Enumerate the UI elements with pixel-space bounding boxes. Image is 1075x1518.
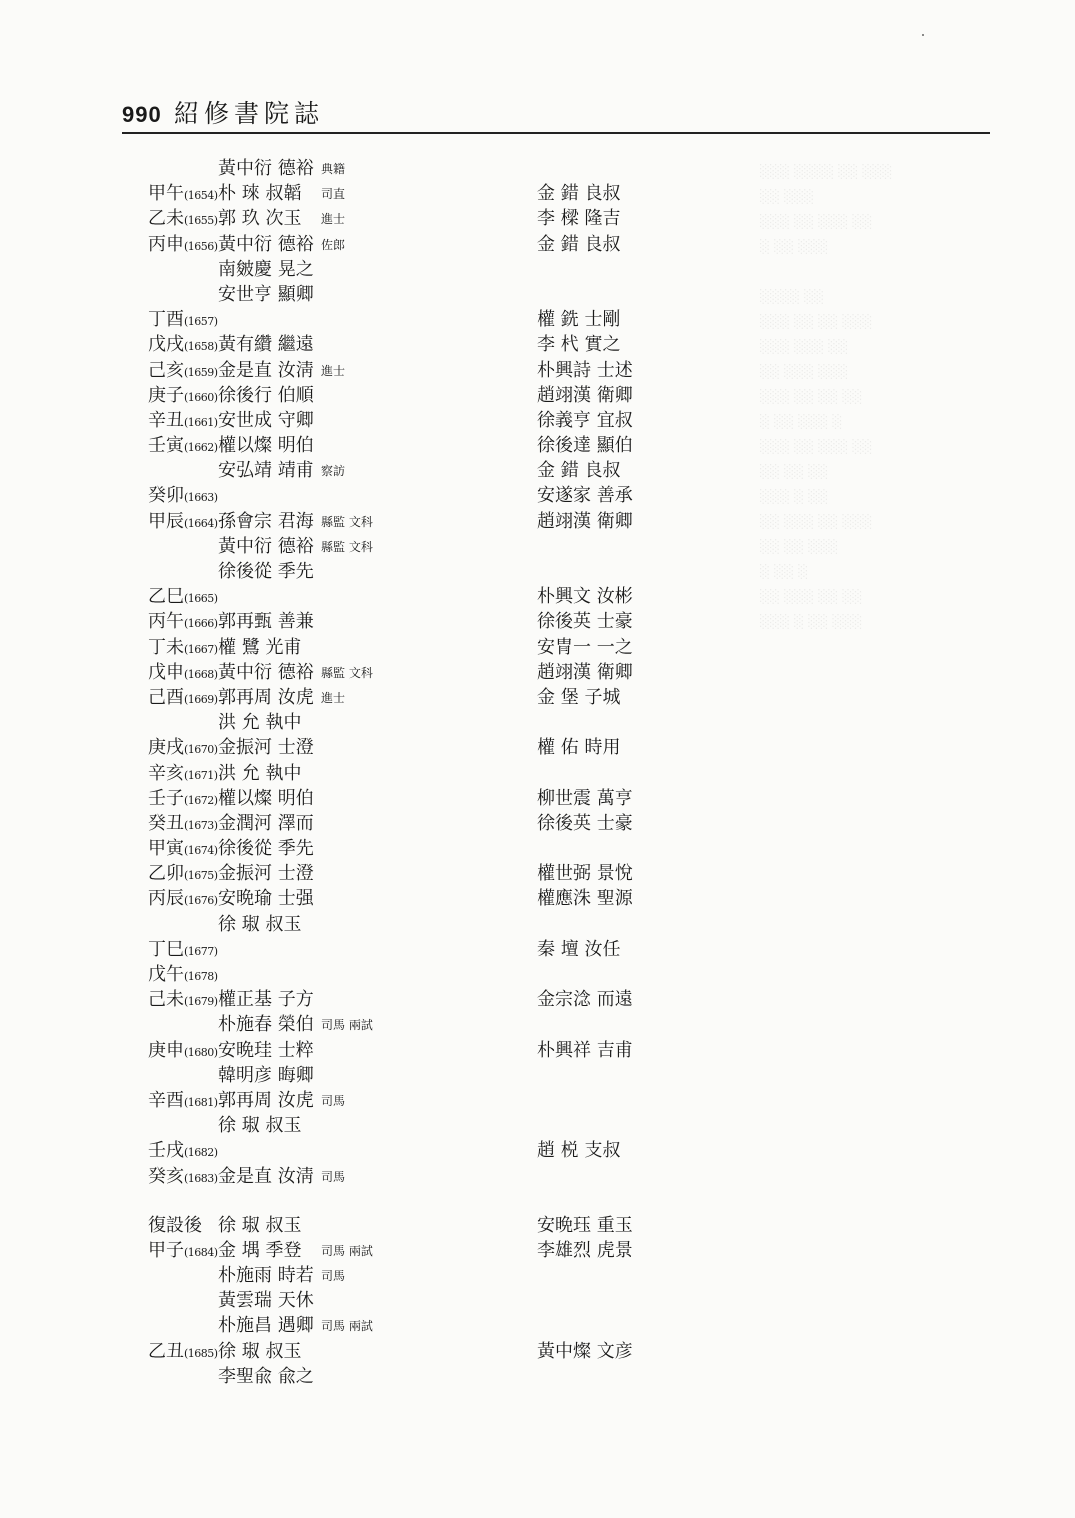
year-label (148, 1339, 218, 1366)
year-label (148, 509, 218, 536)
member-note: 佐郎 (321, 237, 346, 252)
member-name: 黃有纘 繼遠 (218, 334, 314, 356)
year-ganzhi: 辛酉 (148, 1089, 184, 1111)
member-name: 徐後從 季先 (218, 838, 314, 860)
roster-row (0, 307, 1075, 332)
member-note: 進士 (321, 363, 346, 378)
roster-row (0, 408, 1075, 433)
roster-row (0, 811, 1075, 836)
year-label (148, 358, 218, 385)
year-number: (1683) (184, 1171, 218, 1185)
year-number: (1682) (184, 1146, 218, 1160)
member-note: 司馬 (321, 1269, 346, 1284)
right-column-name: 柳世震 萬亨 (537, 787, 633, 809)
member-name: 郭 玖 次玉 (218, 208, 302, 230)
roster-row (0, 509, 1075, 534)
roster-row (0, 534, 1075, 559)
year-number: (1670) (184, 743, 218, 757)
roster-row (0, 181, 1075, 206)
roster-row (0, 1164, 1075, 1189)
roster-row (0, 433, 1075, 458)
year-ganzhi: 乙巳 (148, 586, 184, 608)
roster-row (0, 483, 1075, 508)
year-number: (1659) (184, 365, 218, 379)
year-ganzhi: 甲辰 (148, 510, 184, 532)
page-header (122, 92, 990, 134)
roster-row (0, 584, 1075, 609)
year-label (148, 786, 218, 813)
year-ganzhi: 癸丑 (148, 812, 184, 834)
roster-row (0, 383, 1075, 408)
year-label (148, 232, 218, 259)
member-name: 朴施昌 遇卿 (218, 1315, 314, 1337)
member-note: 司馬 兩試 (321, 1018, 373, 1033)
year-label (148, 861, 218, 888)
roster-row (0, 1138, 1075, 1163)
right-column-name: 金 錯 良叔 (537, 233, 621, 255)
roster-row (0, 861, 1075, 886)
member-name: 安晩珪 士粹 (218, 1039, 314, 1061)
member-name: 金是直 汝淸 (218, 359, 314, 381)
right-column-name: 趙翊漢 衛卿 (537, 510, 633, 532)
member-name: 權以燦 明伯 (218, 435, 314, 457)
year-number: (1684) (184, 1245, 218, 1259)
member-name: 黃中衍 德裕 (218, 233, 314, 255)
roster-row (0, 1063, 1075, 1088)
right-column-name: 金 錯 良叔 (537, 460, 621, 482)
year-ganzhi: 丁未 (148, 636, 184, 658)
member-name: 徐後行 伯順 (218, 384, 314, 406)
year-label (148, 761, 218, 788)
year-number: (1679) (184, 995, 218, 1009)
year-ganzhi: 甲寅 (148, 838, 184, 860)
right-column-name: 權 銑 士剛 (537, 309, 621, 331)
roster-row (0, 635, 1075, 660)
year-ganzhi: 癸卯 (148, 485, 184, 507)
member-note: 司馬 (321, 1169, 346, 1184)
member-name: 黃中衍 德裕 (218, 535, 314, 557)
member-name: 金潤河 澤而 (218, 812, 314, 834)
roster-row (0, 332, 1075, 357)
member-note: 司馬 兩試 (321, 1243, 373, 1258)
roster-row (0, 257, 1075, 282)
year-label (148, 1213, 202, 1240)
roster-row (0, 886, 1075, 911)
roster-row (0, 962, 1075, 987)
year-label (148, 635, 218, 662)
year-number: (1666) (184, 617, 218, 631)
year-number: (1655) (184, 214, 218, 228)
year-number: (1664) (184, 516, 218, 530)
member-note: 縣監 文科 (321, 514, 373, 529)
roster-list (0, 156, 1075, 1389)
roster-row (0, 1038, 1075, 1063)
year-number: (1658) (184, 340, 218, 354)
member-name: 安晩瑜 士强 (218, 888, 314, 910)
year-number: (1667) (184, 642, 218, 656)
year-ganzhi: 甲午 (148, 183, 184, 205)
year-number: (1656) (184, 239, 218, 253)
year-label (148, 811, 218, 838)
roster-row (0, 358, 1075, 383)
year-ganzhi: 庚戌 (148, 737, 184, 759)
right-column-name: 李 樑 隆吉 (537, 208, 621, 230)
member-note: 司馬 兩試 (321, 1319, 373, 1334)
member-note: 司直 (321, 187, 346, 202)
right-column-name: 黃中燦 文彦 (537, 1340, 633, 1362)
right-column-name: 趙 棁 支叔 (537, 1140, 621, 1162)
year-ganzhi: 戊戌 (148, 334, 184, 356)
bleed-through-texture: ░░░ ░░░░ ░░ ░░░ ░░ ░░░ ░░░ ░░ ░░░ ░░ ░ ░░ ░░░ ░░░░ ░░ ░░░ ░░ ░░ ░░░ ░░░ ░░░ ░░ ░░ ░░░ ░░░ ░░░ ░░ ░░ ░░ ░ ░░ ░░░ ░ ░░░ ░░ ░░░ ░░ ░░ ░░ ░░ ░░░ ░ ░░ ░░ ░░░ ░░ ░░░ ░░ ░░ ░░░ ░ ░░ ░ ░░ ░░░ ░░ ░░ ░░░ ░ ░░ ░░░ (760, 165, 893, 630)
roster-row (0, 1088, 1075, 1113)
year-label (148, 483, 218, 510)
member-name: 安世亨 顯卿 (218, 283, 314, 305)
roster-row (0, 836, 1075, 861)
member-name: 朴施雨 時若 (218, 1265, 314, 1287)
year-label (148, 1138, 218, 1165)
year-number: (1678) (184, 970, 218, 983)
year-number: (1657) (184, 315, 218, 329)
right-column-name: 徐後英 士豪 (537, 611, 633, 633)
right-column-name: 朴興文 汝彬 (537, 586, 633, 608)
roster-row (0, 912, 1075, 937)
member-name: 洪 允 執中 (218, 762, 302, 784)
right-column-name: 朴興祥 吉甫 (537, 1039, 633, 1061)
year-number: (1660) (184, 390, 218, 404)
right-column-name: 徐義亨 宜叔 (537, 409, 633, 431)
year-number: (1685) (184, 1346, 218, 1360)
right-column-name: 李 杙 實之 (537, 334, 621, 356)
roster-row (0, 458, 1075, 483)
year-ganzhi: 丁巳 (148, 938, 184, 960)
year-ganzhi: 丙辰 (148, 888, 184, 910)
member-name: 徐 琡 叔玉 (218, 1340, 302, 1362)
member-note: 縣監 文科 (321, 539, 373, 554)
member-name: 安弘靖 靖甫 (218, 460, 314, 482)
year-ganzhi: 壬戌 (148, 1140, 184, 1162)
year-number: (1665) (184, 592, 218, 606)
roster-row (0, 786, 1075, 811)
member-name: 南皴慶 晃之 (218, 258, 314, 280)
year-label (148, 937, 218, 964)
member-note: 進士 (321, 690, 346, 705)
member-note: 縣監 文科 (321, 665, 373, 680)
roster-row (0, 282, 1075, 307)
year-number: (1671) (184, 768, 218, 782)
book-title: 紹修書院誌 (174, 99, 325, 128)
member-name: 金振河 士澄 (218, 863, 314, 885)
year-ganzhi: 己未 (148, 989, 184, 1011)
roster-row (0, 761, 1075, 786)
year-label (148, 1038, 218, 1065)
year-label (148, 332, 218, 359)
roster-row (0, 1238, 1075, 1263)
year-ganzhi: 壬寅 (148, 435, 184, 457)
member-note: 典籍 (321, 162, 346, 176)
member-name: 徐 琡 叔玉 (218, 913, 302, 935)
roster-row (0, 710, 1075, 735)
member-name: 郭再周 汝虎 (218, 1089, 314, 1111)
year-number: (1673) (184, 818, 218, 832)
year-label (148, 408, 218, 435)
right-column-name: 朴興詩 士述 (537, 359, 633, 381)
roster-row (0, 685, 1075, 710)
right-column-name: 安冑一 一之 (537, 636, 633, 658)
year-label (148, 383, 218, 410)
year-label (148, 735, 218, 762)
member-name: 朴施春 榮伯 (218, 1014, 314, 1036)
year-number: (1674) (184, 844, 218, 858)
roster-row (0, 232, 1075, 257)
year-number: (1675) (184, 869, 218, 883)
member-name: 韓明彦 晦卿 (218, 1064, 314, 1086)
member-name: 金 堣 季登 (218, 1239, 302, 1261)
right-column-name: 趙翊漢 衛卿 (537, 661, 633, 683)
year-ganzhi: 丁酉 (148, 309, 184, 331)
right-column-name: 徐後英 士豪 (537, 812, 633, 834)
right-column-name: 秦 壇 汝任 (537, 938, 621, 960)
page-speck (922, 34, 924, 36)
year-label (148, 1164, 218, 1191)
year-number: (1681) (184, 1095, 218, 1109)
year-label (148, 307, 218, 334)
year-number: (1661) (184, 415, 218, 429)
right-column-name: 金 錯 良叔 (537, 183, 621, 205)
year-ganzhi: 庚子 (148, 384, 184, 406)
year-ganzhi: 己酉 (148, 686, 184, 708)
year-ganzhi: 辛亥 (148, 762, 184, 784)
year-ganzhi: 丙申 (148, 233, 184, 255)
year-number: (1676) (184, 894, 218, 908)
year-label (148, 962, 218, 989)
year-number: (1654) (184, 189, 218, 203)
year-ganzhi: 庚申 (148, 1039, 184, 1061)
member-note: 察訪 (321, 464, 346, 479)
year-label (148, 609, 218, 636)
roster-row (0, 609, 1075, 634)
right-column-name: 權 佑 時用 (537, 737, 621, 759)
right-column-name: 金 堡 子城 (537, 686, 621, 708)
member-name: 黃中衍 德裕 (218, 661, 314, 683)
roster-row (0, 735, 1075, 760)
member-name: 權以燦 明伯 (218, 787, 314, 809)
member-name: 權 鷺 光甫 (218, 636, 302, 658)
year-label (148, 1238, 218, 1265)
year-number: (1662) (184, 441, 218, 455)
roster-row (0, 660, 1075, 685)
member-name: 郭再甄 善兼 (218, 611, 314, 633)
year-label (148, 584, 218, 611)
member-name: 黃雲瑞 天休 (218, 1290, 314, 1312)
year-ganzhi: 己亥 (148, 359, 184, 381)
member-name: 李聖兪 兪之 (218, 1365, 314, 1387)
member-name: 金振河 士澄 (218, 737, 314, 759)
year-ganzhi: 甲子 (148, 1239, 184, 1261)
year-ganzhi: 戊申 (148, 661, 184, 683)
year-label (148, 1088, 218, 1115)
year-ganzhi: 乙未 (148, 208, 184, 230)
year-label (148, 685, 218, 712)
year-ganzhi: 乙丑 (148, 1340, 184, 1362)
right-column-name: 權應洙 聖源 (537, 888, 633, 910)
roster-row (0, 1364, 1075, 1389)
year-ganzhi: 癸亥 (148, 1165, 184, 1187)
roster-row (0, 156, 1075, 181)
year-label (148, 987, 218, 1014)
right-column-name: 趙翊漢 衛卿 (537, 384, 633, 406)
member-name: 郭再周 汝虎 (218, 686, 314, 708)
right-column-name: 安晩珏 重玉 (537, 1214, 633, 1236)
roster-row (0, 937, 1075, 962)
member-name: 黃中衍 德裕 (218, 158, 314, 179)
member-name: 徐後從 季先 (218, 561, 314, 582)
year-label (148, 206, 218, 233)
roster-row (0, 1012, 1075, 1037)
year-number: (1677) (184, 944, 218, 958)
right-column-name: 權世弼 景悅 (537, 863, 633, 885)
member-name: 朴 琜 叔韜 (218, 183, 302, 205)
year-ganzhi: 乙卯 (148, 863, 184, 885)
year-ganzhi: 壬子 (148, 787, 184, 809)
member-name: 徐 琡 叔玉 (218, 1115, 302, 1137)
member-name: 安世成 守卿 (218, 409, 314, 431)
member-name: 權正基 子方 (218, 989, 314, 1011)
right-column-name: 李雄烈 虎景 (537, 1239, 633, 1261)
year-label (148, 836, 218, 863)
year-ganzhi: 復設後 (148, 1214, 202, 1236)
roster-row (0, 1263, 1075, 1288)
year-label (148, 433, 218, 460)
member-name: 孫會宗 君海 (218, 510, 314, 532)
member-name: 金是直 汝淸 (218, 1165, 314, 1187)
page-number: 990 (122, 102, 162, 127)
year-number: (1669) (184, 692, 218, 706)
year-number: (1680) (184, 1045, 218, 1059)
year-number: (1668) (184, 667, 218, 681)
member-name: 洪 允 執中 (218, 712, 302, 734)
member-name: 徐 琡 叔玉 (218, 1214, 302, 1236)
year-label (148, 181, 218, 208)
roster-row (0, 1288, 1075, 1313)
year-label (148, 886, 218, 913)
roster-row (0, 987, 1075, 1012)
right-column-name: 金宗淰 而遠 (537, 989, 633, 1011)
year-ganzhi: 戊午 (148, 964, 184, 985)
member-note: 進士 (321, 212, 346, 227)
roster-row (0, 1313, 1075, 1338)
roster-row (0, 1189, 1075, 1213)
roster-row (0, 206, 1075, 231)
right-column-name: 安遂家 善承 (537, 485, 633, 507)
year-ganzhi: 辛丑 (148, 409, 184, 431)
roster-row (0, 1113, 1075, 1138)
year-label (148, 660, 218, 687)
right-column-name: 徐後達 顯伯 (537, 435, 633, 457)
member-note: 司馬 (321, 1093, 346, 1108)
year-ganzhi: 丙午 (148, 611, 184, 633)
year-number: (1672) (184, 793, 218, 807)
year-number: (1663) (184, 491, 218, 505)
roster-row (0, 559, 1075, 584)
roster-row (0, 1339, 1075, 1364)
roster-row (0, 1213, 1075, 1238)
